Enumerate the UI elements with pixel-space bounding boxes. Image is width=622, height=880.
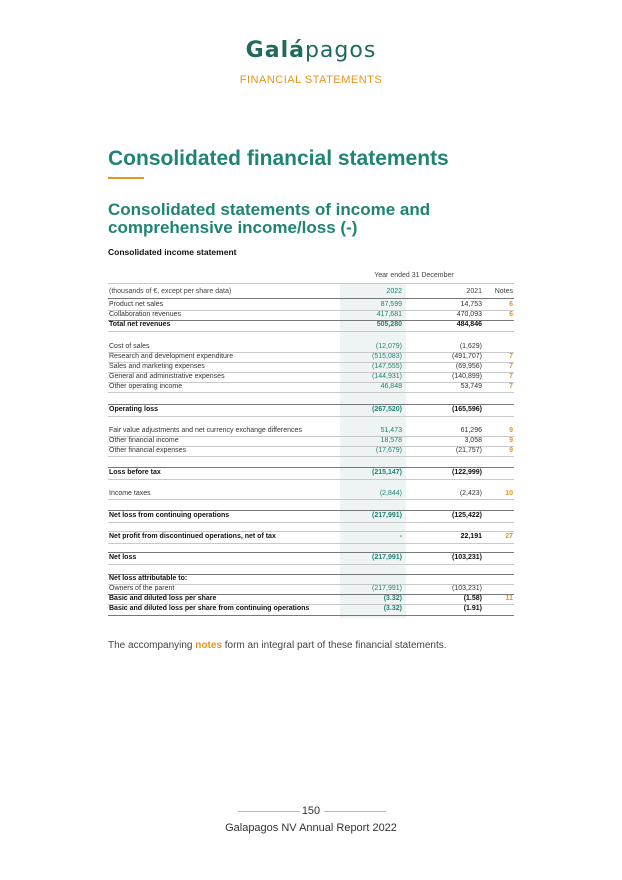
table-rule: [108, 298, 514, 299]
section-subtitle: Consolidated statements of income and comprehensive income/loss (-): [108, 200, 431, 237]
table-header-row: [108, 287, 514, 297]
table-row: Product net sales 87,599 14,753 6: [109, 301, 513, 308]
table-rule: [108, 543, 514, 544]
brand-logo: Galápagos: [245, 38, 377, 63]
year-header: Year ended 31 December: [374, 272, 454, 279]
table-row: Net loss attributable to:: [109, 575, 188, 582]
table-row: General and administrative expenses (144,931) (140,899) 7: [109, 373, 513, 380]
title-accent-rule: [108, 177, 144, 179]
table-row: Fair value adjustments and net currency exchange differences 51,473 61,296 9: [109, 427, 513, 434]
table-rule: [108, 456, 514, 457]
col-2021-header: 2021: [466, 288, 482, 295]
notes-link[interactable]: notes: [195, 640, 222, 651]
footnote: The accompanying notes form an integral part of these financial statements.: [108, 640, 447, 651]
table-row: Basic and diluted loss per share from continuing operations (3.32) (1.91): [109, 605, 482, 612]
page-number: 150: [301, 805, 321, 817]
table-rule: [108, 283, 514, 284]
table-rule: [108, 522, 514, 523]
page-number-rule-right: [324, 811, 386, 812]
col-notes-header: Notes: [494, 288, 513, 295]
table-rule: [108, 615, 514, 616]
table-row: Net loss (217,991) (103,231): [109, 554, 482, 561]
table-rule: [108, 479, 514, 480]
table-row: Income taxes (2,844) (2,423) 10: [109, 490, 513, 497]
table-row: Collaboration revenues 417,681 470,093 6: [109, 311, 513, 318]
table-row: Basic and diluted loss per share (3.32) (1.58) 11: [109, 595, 513, 602]
table-rule: [108, 331, 514, 332]
page-title: Consolidated financial statements: [108, 147, 449, 170]
table-title: Consolidated income statement: [108, 247, 237, 257]
table-row: Net profit from discontinued operations, net of tax - 22,191 27: [109, 533, 513, 540]
table-row: Operating loss (267,520) (165,596): [109, 406, 482, 413]
table-row: Cost of sales (12,079) (1,629): [109, 343, 482, 350]
table-row: Loss before tax (215,147) (122,999): [109, 469, 482, 476]
col-2022-header: 2022: [386, 288, 402, 295]
table-row: Other financial income 18,578 3,058 9: [109, 437, 513, 444]
table-rule: [108, 392, 514, 393]
table-row: Net loss from continuing operations (217,991) (125,422): [109, 512, 482, 519]
table-row: Owners of the parent (217,991) (103,231): [109, 585, 482, 592]
table-row: Total net revenues 505,280 484,846: [109, 321, 482, 328]
units-label: (thousands of €, except per share data): [109, 288, 232, 295]
table-row: Other financial expenses (17,679) (21,757) 9: [109, 447, 513, 454]
report-name: Galapagos NV Annual Report 2022: [225, 822, 397, 834]
table-rule: [108, 416, 514, 417]
section-label: FINANCIAL STATEMENTS: [239, 74, 383, 86]
table-row: Research and development expenditure (515,083) (491,707) 7: [109, 353, 513, 360]
table-row: Sales and marketing expenses (147,555) (69,956) 7: [109, 363, 513, 370]
table-rule: [108, 564, 514, 565]
table-row: Other operating income 46,848 53,749 7: [109, 383, 513, 390]
table-rule: [108, 499, 514, 500]
